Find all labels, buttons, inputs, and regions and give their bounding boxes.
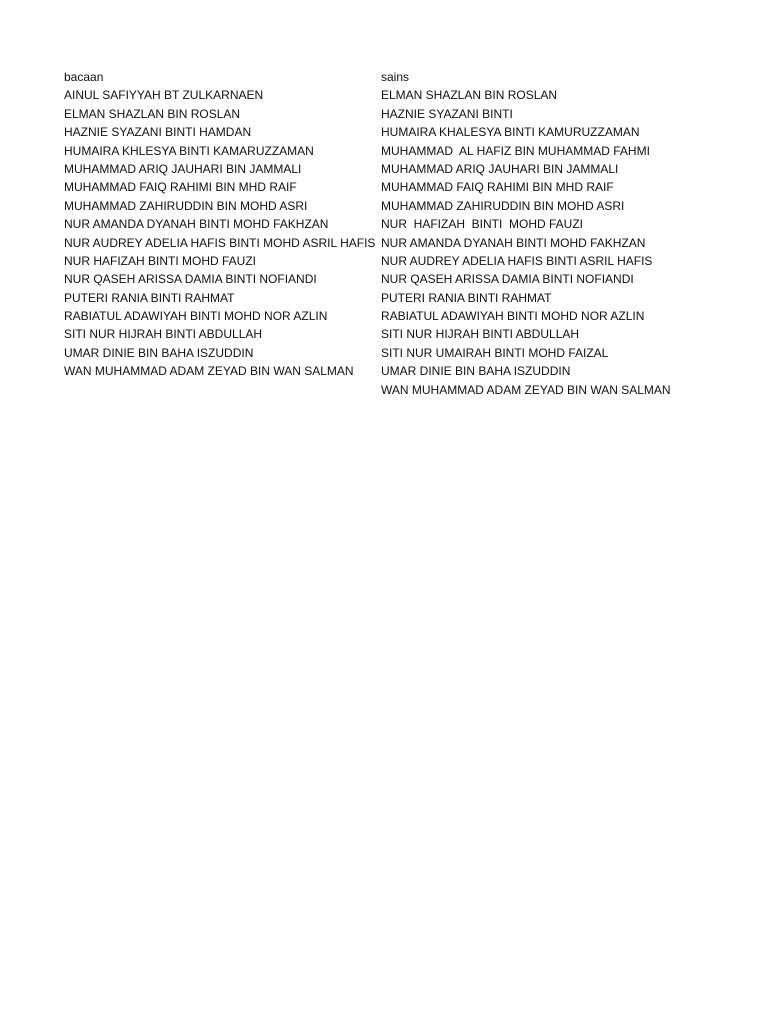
list-item: NUR AUDREY ADELIA HAFIS BINTI MOHD ASRIL HAFIS bbox=[64, 235, 376, 250]
list-item: UMAR DINIE BIN BAHA ISZUDDIN bbox=[64, 345, 254, 360]
list-item: ELMAN SHAZLAN BIN ROSLAN bbox=[381, 88, 558, 103]
list-item: AINUL SAFIYYAH BT ZULKARNAEN bbox=[64, 88, 264, 103]
list-item: NUR AUDREY ADELIA HAFIS BINTI ASRIL HAFIS bbox=[381, 253, 653, 268]
sains-column bbox=[381, 68, 741, 399]
list-item: WAN MUHAMMAD ADAM ZEYAD BIN WAN SALMAN bbox=[64, 364, 354, 379]
list-item: NUR HAFIZAH BINTI MOHD FAUZI bbox=[64, 253, 256, 268]
list-item: MUHAMMAD AL HAFIZ BIN MUHAMMAD FAHMI bbox=[381, 143, 650, 158]
list-item: HAZNIE SYAZANI BINTI HAMDAN bbox=[64, 125, 252, 140]
column-header-sains: sains bbox=[381, 70, 410, 84]
list-item: HUMAIRA KHALESYA BINTI KAMURUZZAMAN bbox=[381, 125, 640, 140]
list-item: NUR AMANDA DYANAH BINTI MOHD FAKHZAN bbox=[64, 217, 329, 232]
list-item: MUHAMMAD ZAHIRUDDIN BIN MOHD ASRI bbox=[381, 198, 625, 213]
list-item: MUHAMMAD ARIQ JAUHARI BIN JAMMALI bbox=[381, 161, 619, 176]
list-item: SITI NUR HIJRAH BINTI ABDULLAH bbox=[64, 327, 263, 342]
list-item: NUR QASEH ARISSA DAMIA BINTI NOFIANDI bbox=[64, 272, 317, 287]
list-item: WAN MUHAMMAD ADAM ZEYAD BIN WAN SALMAN bbox=[381, 382, 671, 397]
list-item: UMAR DINIE BIN BAHA ISZUDDIN bbox=[381, 364, 571, 379]
list-item: RABIATUL ADAWIYAH BINTI MOHD NOR AZLIN bbox=[64, 309, 328, 324]
list-item: PUTERI RANIA BINTI RAHMAT bbox=[64, 290, 235, 305]
list-item: NUR HAFIZAH BINTI MOHD FAUZI bbox=[381, 217, 584, 232]
list-item: MUHAMMAD FAIQ RAHIMI BIN MHD RAIF bbox=[381, 180, 614, 195]
list-item: MUHAMMAD ARIQ JAUHARI BIN JAMMALI bbox=[64, 161, 302, 176]
list-item: RABIATUL ADAWIYAH BINTI MOHD NOR AZLIN bbox=[381, 309, 645, 324]
column-header-bacaan: bacaan bbox=[64, 70, 104, 84]
list-item: HUMAIRA KHLESYA BINTI KAMARUZZAMAN bbox=[64, 143, 314, 158]
list-item: HAZNIE SYAZANI BINTI bbox=[381, 106, 513, 121]
list-item: SITI NUR UMAIRAH BINTI MOHD FAIZAL bbox=[381, 345, 609, 360]
list-item: MUHAMMAD ZAHIRUDDIN BIN MOHD ASRI bbox=[64, 198, 308, 213]
list-item: PUTERI RANIA BINTI RAHMAT bbox=[381, 290, 552, 305]
list-item: ELMAN SHAZLAN BIN ROSLAN bbox=[64, 106, 241, 121]
list-item: MUHAMMAD FAIQ RAHIMI BIN MHD RAIF bbox=[64, 180, 297, 195]
list-item: SITI NUR HIJRAH BINTI ABDULLAH bbox=[381, 327, 580, 342]
bacaan-column bbox=[64, 68, 374, 381]
list-item: NUR QASEH ARISSA DAMIA BINTI NOFIANDI bbox=[381, 272, 634, 287]
list-item: NUR AMANDA DYANAH BINTI MOHD FAKHZAN bbox=[381, 235, 646, 250]
